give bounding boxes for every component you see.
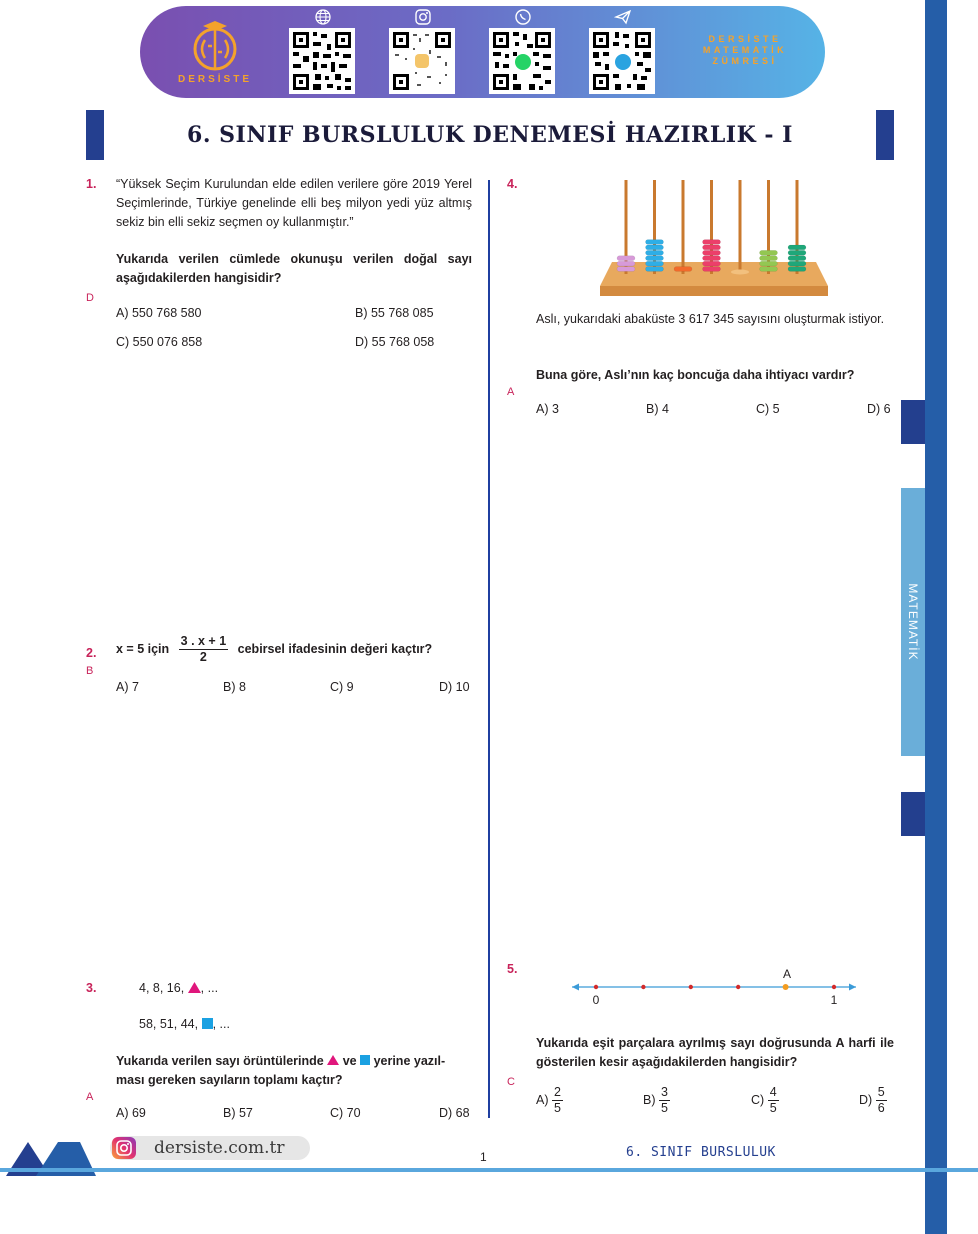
column-divider [488,180,490,1118]
tick-5-dot [832,985,836,989]
abacus-bead [646,267,664,272]
q5-d-num: 5 [877,1085,885,1099]
abacus-bead [646,256,664,261]
footer-right-label: 6. SINIF BURSLULUK [626,1145,776,1160]
abacus-bead [703,261,721,266]
q3-sequence-1 [139,979,218,998]
abacus-bead [646,240,664,245]
q3-sequence-2 [139,1015,230,1034]
tick-1-dot [641,985,645,989]
brand-right-text [690,34,800,67]
q5-c-num: 4 [769,1085,777,1099]
q4-number: 4. [507,177,518,191]
q1-option-b[interactable]: B) 55 768 085 [355,306,434,320]
brand-left-text: DERSİSTE [178,74,253,85]
q4-option-a[interactable]: A) 3 [536,402,559,416]
title-bar-left [86,110,104,160]
q5-c-den: 5 [769,1101,777,1115]
square-shape-icon [202,1018,213,1029]
q2-fraction [179,634,229,665]
q5-option-c-fraction [768,1085,779,1116]
side-label-text: MATEMATİK [906,583,920,661]
q2-frac-denominator: 2 [199,650,207,664]
brand-right-line-1: DERSİSTE [708,34,782,44]
q5-option-a-fraction [552,1085,563,1116]
q5-number: 5. [507,962,518,976]
tick-0-dot [594,985,598,989]
q3-option-c[interactable]: C) 70 [330,1106,361,1120]
abacus-bead [703,256,721,261]
q5-option-c-label: C) [751,1092,765,1107]
q4-option-d[interactable]: D) 6 [867,402,891,416]
side-notch-top [901,400,925,444]
number-line [566,964,862,1010]
q2-answer: B [86,665,94,677]
abacus-bead [703,245,721,250]
q3-prompt-a: Yukarıda verilen sayı örüntülerinde [116,1054,324,1068]
q5-option-a[interactable] [536,1085,563,1116]
abacus-bead [760,261,778,266]
brand-right-line-2: MATEMATİK [702,45,788,55]
point-a-dot [783,984,789,990]
qr-code-website[interactable] [289,28,355,94]
footer-line [0,1168,978,1172]
q3-seq1-end: , ... [200,981,219,995]
q3-prompt [116,1052,476,1071]
abacus-bead [703,250,721,255]
q1-option-a[interactable]: A) 550 768 580 [116,306,202,320]
page-title: 6. SINIF BURSLULUK DENEMESİ HAZIRLIK - I [187,122,793,148]
q4-answer: A [507,386,515,398]
abacus-bead [788,245,806,250]
q3-seq2: 58, 51, 44, [139,1017,199,1031]
abacus-bead [646,250,664,255]
abacus-bead [760,250,778,255]
q3-prompt-c: yerine yazıl- [373,1054,446,1068]
q2-option-d[interactable]: D) 10 [439,680,470,694]
qr-code-telegram[interactable] [589,28,655,94]
q3-prompt-b: ve [342,1054,357,1068]
q4-prompt: Buna göre, Aslı’nın kaç boncuğa daha ihtiyacı vardır? [536,368,855,382]
globe-icon [314,8,332,26]
q1-text: “Yüksek Seçim Kurulundan elde edilen verilere göre 2019 Yerel Seçimlerinde, Türkiye genelinde elli beş milyon yedi yüz altmış sekiz bin elli sekiz seçmen oy kullanmıştır.” [116,177,472,229]
abacus-bead [760,256,778,261]
instagram-icon [414,8,432,26]
square-shape-icon [360,1055,370,1065]
whatsapp-icon [514,8,532,26]
side-stripe [925,0,947,1234]
q3-option-d[interactable]: D) 68 [439,1106,470,1120]
abacus-bead [617,267,635,272]
abacus-bead [788,256,806,261]
abacus-rod-plate-5 [731,270,749,275]
q4-option-b[interactable]: B) 4 [646,402,669,416]
q2-number: 2. [86,646,97,660]
point-a-label: A [782,967,792,981]
side-tab-label [901,488,925,756]
abacus-bead [646,261,664,266]
q5-option-d-fraction [876,1085,887,1116]
abacus-bead [703,267,721,272]
q5-prompt: Yukarıda eşit parçalara ayrılmış sayı doğrusunda A harfi ile gösterilen kesir aşağıdakilerden hangisidir? [536,1036,894,1069]
q2-question [116,634,432,665]
brain-logo-icon [186,18,244,76]
one-label: 1 [830,993,838,1007]
q5-option-a-label: A) [536,1092,549,1107]
instagram-icon [112,1137,136,1159]
abacus-bead [674,267,692,272]
q4-text: Aslı, yukarıdaki abaküste 3 617 345 sayısını oluşturmak istiyor. [536,312,885,326]
q3-seq2-end: , ... [212,1017,230,1031]
qr-code-instagram[interactable] [389,28,455,94]
tick-3-dot [736,985,740,989]
qr-code-whatsapp[interactable] [489,28,555,94]
abacus-bead [617,256,635,261]
q5-option-b-label: B) [643,1092,656,1107]
tick-2-dot [689,985,693,989]
q3-number: 3. [86,981,97,995]
triangle-shape-icon [327,1055,339,1065]
abacus-rod-5 [739,180,742,274]
abacus-illustration [598,176,830,300]
abacus-bead [617,261,635,266]
q2-frac-numerator: 3 . x + 1 [180,634,227,648]
q5-option-c[interactable] [751,1085,779,1116]
abacus-bead [788,250,806,255]
q5-option-d[interactable] [859,1085,887,1116]
abacus-rod-3 [682,180,685,274]
q5-a-num: 2 [553,1085,561,1099]
q4-option-c[interactable]: C) 5 [756,402,780,416]
q1-answer: D [86,292,94,304]
q5-answer: C [507,1076,515,1088]
q2-option-b[interactable]: B) 8 [223,680,246,694]
abacus-bead [760,267,778,272]
abacus-bead [646,245,664,250]
q2-option-a[interactable]: A) 7 [116,680,139,694]
abacus-bead [788,267,806,272]
q1-number: 1. [86,177,97,191]
q2-option-c[interactable]: C) 9 [330,680,354,694]
abacus-bead [703,240,721,245]
side-notch-bottom [901,792,925,836]
site-url[interactable]: dersiste.com.tr [154,1138,285,1158]
q3-option-a[interactable]: A) 69 [116,1106,146,1120]
q5-a-den: 5 [553,1101,561,1115]
page-number: 1 [480,1150,487,1164]
q3-prompt-cont: ması gereken sayıların toplamı kaçtır? [116,1073,343,1087]
abacus-bead [788,261,806,266]
title-bar-right [876,110,894,160]
q5-b-num: 3 [660,1085,668,1099]
q3-seq1: 4, 8, 16, [139,981,185,995]
q5-option-d-label: D) [859,1092,873,1107]
q5-option-b-fraction [659,1085,670,1116]
q1-prompt: Yukarıda verilen cümlede okunuşu verilen doğal sayı aşağıdakilerden hangisidir? [116,252,472,285]
q1-option-c[interactable]: C) 550 076 858 [116,335,203,349]
q5-option-b[interactable] [643,1085,670,1116]
telegram-icon [614,8,632,26]
zero-label: 0 [592,993,600,1007]
brand-right-line-3: ZÜMRESİ [712,56,778,66]
q5-d-den: 6 [877,1101,885,1115]
q3-option-b[interactable]: B) 57 [223,1106,253,1120]
q3-answer: A [86,1091,94,1103]
q5-b-den: 5 [660,1101,668,1115]
q2-pre: x = 5 için [116,641,170,656]
q2-post: cebirsel ifadesinin değeri kaçtır? [237,641,433,656]
q1-option-d[interactable]: D) 55 768 058 [355,335,435,349]
triangle-shape-icon [188,982,201,993]
